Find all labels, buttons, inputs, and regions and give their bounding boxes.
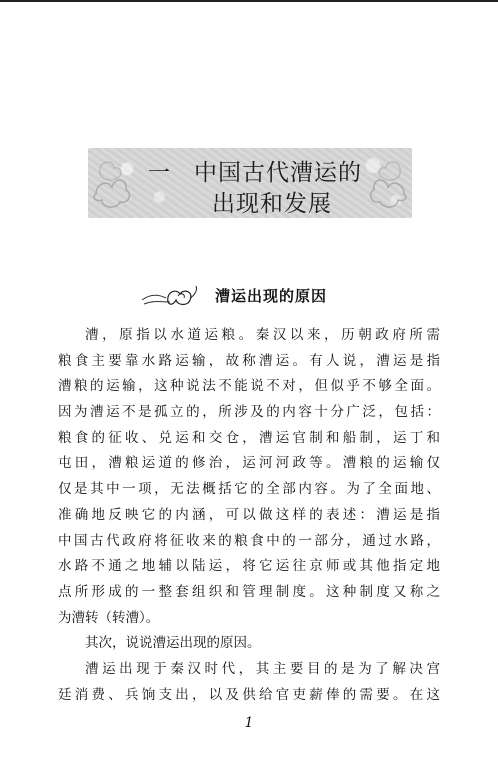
chapter-title-line1: 中国古代漕运的 [194,160,362,186]
text-line: 仅是其中一项，无法概括它的全部内容。为了全面地、 [58,481,440,498]
chapter-number: 一 [148,161,171,186]
cloud-ornament-icon [140,282,200,308]
text-line: 粮食主要靠水路运输，故称漕运。有人说，漕运是指 [58,352,440,369]
text-line: 屯田，漕粮运道的修治，运河河政等。漕粮的运输仅 [58,455,440,472]
text-line: 其次，说说漕运出现的原因。 [85,635,261,652]
text-line: 准确地反映它的内涵，可以做这样的表述：漕运是指 [58,506,440,523]
text-line: 漕运出现于秦汉时代，其主要目的是为了解决宫 [85,660,440,677]
section-heading [140,280,400,310]
text-line: 漕，原指以水道运粮。秦汉以来，历朝政府所需 [85,327,440,343]
cloud-pattern-icon [368,154,408,212]
text-line: 点所形成的一整套组织和管理制度。这种制度又称之 [58,583,440,600]
text-line: 廷消费、兵饷支出，以及供给官吏薪俸的需要。在这 [58,686,440,703]
text-line: 中国古代政府将征收来的粮食中的一部分，通过水路， [58,532,440,549]
page-number: 1 [244,715,254,731]
text-line: 粮食的征收、兑运和交仓，漕运官制和船制，运丁和 [58,429,440,446]
section-title: 漕运出现的原因 [215,287,328,305]
top-rule [0,0,498,2]
body-text [58,323,440,708]
chapter-banner [88,148,412,218]
text-line: 漕粮的运输，这种说法不能说不对，但似乎不够全面。 [58,378,440,395]
cloud-pattern-icon [92,154,132,212]
text-line: 因为漕运不是孤立的，所涉及的内容十分广泛，包括： [58,404,440,421]
text-line: 水路不通之地辅以陆运，将它运往京师或其他指定地 [58,558,440,575]
chapter-title-line2: 出现和发展 [212,191,332,217]
text-line: 为漕转（转漕）。 [58,609,160,626]
